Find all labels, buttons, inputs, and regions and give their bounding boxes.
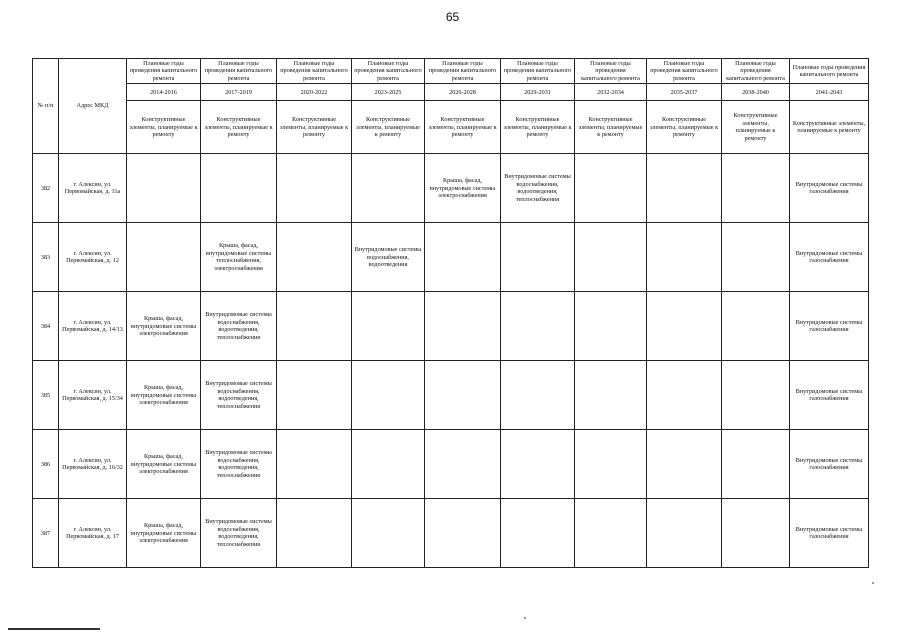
repair-cell [647,430,722,499]
elements-label: Конструктивные элементы, планируемые к ремонту [425,101,501,154]
repair-cell [277,223,352,292]
repair-cell [352,361,425,430]
planned-years-label: Плановые годы проведения капитального ремонта [790,59,869,84]
repair-cell: Внутридомовые системы газоснабжения [790,361,869,430]
repair-cell: Внутридомовые системы газоснабжения [790,430,869,499]
row-number: 382 [33,154,59,223]
repair-cell [647,361,722,430]
repair-cell: Внутридомовые системы водоснабжения, водоотведения, теплоснабжения [201,292,277,361]
year-range: 2020-2022 [277,84,352,101]
planned-years-label: Плановые годы проведения капитального ремонта [127,59,201,84]
repair-cell [722,154,790,223]
repair-cell [352,292,425,361]
row-address: г. Алексин, ул. Первомайская, д. 17 [59,499,127,568]
repair-cell [425,292,501,361]
row-address: г. Алексин, ул. Первомайская, д. 11а [59,154,127,223]
year-range: 2035-2037 [647,84,722,101]
row-address: г. Алексин, ул. Первомайская, д. 16/32 [59,430,127,499]
column-header-number: № п/п [33,59,59,154]
header-row-elements [33,101,869,154]
repair-cell [722,223,790,292]
elements-label: Конструктивные элементы, планируемые к ремонту [201,101,277,154]
planned-years-label: Плановые годы проведения капитального ремонта [201,59,277,84]
footnote-rule [8,628,100,630]
repair-cell [722,361,790,430]
repair-cell [647,223,722,292]
row-number: 383 [33,223,59,292]
repair-cell [647,154,722,223]
repair-cell [501,361,575,430]
repair-cell [127,154,201,223]
repair-cell [501,499,575,568]
table-row [33,499,869,568]
planned-years-label: Плановые годы проведения капитального ремонта [501,59,575,84]
repair-cell: Крыша, фасад, внутридомовые системы электроснабжения [425,154,501,223]
row-number: 387 [33,499,59,568]
repair-cell [501,223,575,292]
planned-years-label: Плановые годы проведения капитального ремонта [425,59,501,84]
repair-cell [201,154,277,223]
table-row [33,223,869,292]
elements-label: Конструктивные элементы, планируемые к ремонту [127,101,201,154]
repair-cell [575,292,647,361]
repair-cell [277,361,352,430]
row-address: г. Алексин, ул. Первомайская, д. 15/34 [59,361,127,430]
repair-cell: Крыша, фасад, внутридомовые системы электроснабжения [127,430,201,499]
row-number: 384 [33,292,59,361]
year-range: 2017-2019 [201,84,277,101]
year-range: 2023-2025 [352,84,425,101]
scan-speck [524,617,526,619]
elements-label: Конструктивные элементы, планируемые к ремонту [722,101,790,154]
row-number: 385 [33,361,59,430]
repair-cell: Внутридомовые системы водоснабжения, водоотведения [352,223,425,292]
repair-cell: Внутридомовые системы газоснабжения [790,154,869,223]
page-number: 65 [445,10,460,24]
repair-cell: Крыша, фасад, внутридомовые системы электроснабжения [127,292,201,361]
repair-cell [501,430,575,499]
repair-cell: Внутридомовые системы водоснабжения, водоотведения, теплоснабжения [201,499,277,568]
repair-cell [352,430,425,499]
planned-years-label: Плановые годы проведения капитального ремонта [722,59,790,84]
header-row-year-ranges [33,84,869,101]
repair-cell [277,292,352,361]
repair-cell [575,430,647,499]
elements-label: Конструктивные элементы, планируемые к ремонту [352,101,425,154]
repair-cell [501,292,575,361]
repair-cell [722,499,790,568]
repair-cell [575,223,647,292]
elements-label: Конструктивные элементы, планируемые к ремонту [575,101,647,154]
capital-repair-plan-table [32,58,869,568]
elements-label: Конструктивные элементы, планируемые к ремонту [647,101,722,154]
year-range: 2032-2034 [575,84,647,101]
elements-label: Конструктивные элементы, планируемые к ремонту [501,101,575,154]
repair-cell [575,499,647,568]
repair-cell: Внутридомовые системы водоснабжения, водоотведения, теплоснабжения [201,361,277,430]
repair-cell: Крыша, фасад, внутридомовые системы теплоснабжения, электроснабжения [201,223,277,292]
year-range: 2026-2028 [425,84,501,101]
repair-cell [425,430,501,499]
repair-cell [575,361,647,430]
repair-cell [277,154,352,223]
repair-cell [425,223,501,292]
repair-cell [352,499,425,568]
table-row [33,292,869,361]
planned-years-label: Плановые годы проведения капитального ремонта [277,59,352,84]
repair-cell [277,430,352,499]
repair-cell [722,292,790,361]
planned-years-label: Плановые годы проведения капитального ремонта [352,59,425,84]
table-row [33,154,869,223]
elements-label: Конструктивные элементы, планируемые к ремонту [277,101,352,154]
table-row [33,361,869,430]
header-row-planned-years [33,59,869,84]
planned-years-label: Плановые годы проведения капитального ремонта [575,59,647,84]
year-range: 2029-2031 [501,84,575,101]
row-address: г. Алексин, ул. Первомайская, д. 12 [59,223,127,292]
repair-cell [647,292,722,361]
year-range: 2014-2016 [127,84,201,101]
planned-years-label: Плановые годы проведения капитального ремонта [647,59,722,84]
repair-cell: Крыша, фасад, внутридомовые системы электроснабжения [127,499,201,568]
repair-cell [277,499,352,568]
repair-cell: Крыша, фасад, внутридомовые системы электроснабжения [127,361,201,430]
repair-cell: Внутридомовые системы газоснабжения [790,292,869,361]
repair-cell [127,223,201,292]
repair-cell: Внутридомовые системы газоснабжения [790,223,869,292]
repair-cell [575,154,647,223]
repair-cell [647,499,722,568]
table-row [33,430,869,499]
repair-cell [425,361,501,430]
repair-cell: Внутридомовые системы газоснабжения [790,499,869,568]
repair-cell [722,430,790,499]
column-header-address: Адрес МКД [59,59,127,154]
row-number: 386 [33,430,59,499]
year-range: 2041-2043 [790,84,869,101]
row-address: г. Алексин, ул. Первомайская, д. 14/13 [59,292,127,361]
repair-cell: Внутридомовые системы водоснабжения, водоотведения, теплоснабжения [501,154,575,223]
year-range: 2038-2040 [722,84,790,101]
scan-speck [872,582,874,584]
repair-cell: Внутридомовые системы водоснабжения, водоотведения, теплоснабжения [201,430,277,499]
repair-cell [425,499,501,568]
repair-cell [352,154,425,223]
elements-label: Конструктивные элементы, планируемые к ремонту [790,101,869,154]
